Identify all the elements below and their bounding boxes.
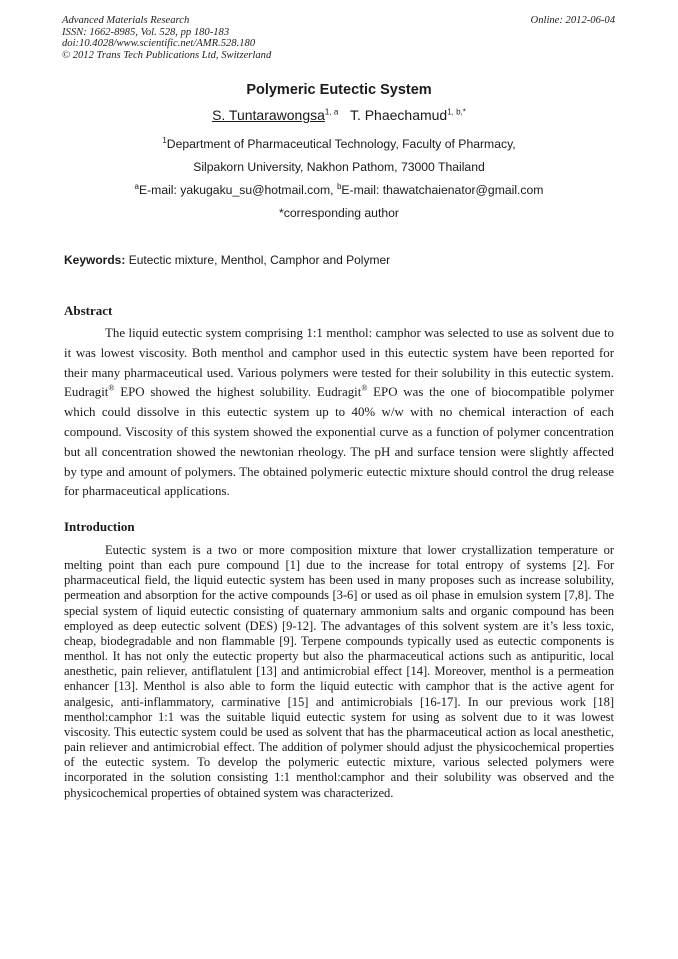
paper-title: Polymeric Eutectic System (246, 82, 432, 98)
affiliation-line-2: Silpakorn University, Nakhon Pathom, 73000 Thailand (193, 160, 485, 174)
author-1-superscript: 1, a (324, 107, 339, 117)
corresponding-author-note: *corresponding author (279, 206, 399, 220)
journal-doi: doi:10.4028/www.scientific.net/AMR.528.180 (62, 38, 256, 50)
abstract-text (64, 324, 614, 502)
email-b-superscript: b (336, 181, 342, 191)
affiliation-department: Department of Pharmaceutical Technology, Faculty of Pharmacy, (166, 137, 516, 151)
affiliation-line-1 (0, 137, 678, 151)
online-date: Online: 2012-06-04 (530, 15, 615, 26)
introduction-heading: Introduction (64, 519, 135, 534)
journal-header (62, 15, 271, 61)
journal-issn: ISSN: 1662-8985, Vol. 528, pp 180-183 (62, 26, 230, 38)
keywords-text: Eutectic mixture, Menthol, Camphor and Polymer (128, 253, 391, 267)
author-1: S. Tuntarawongsa (212, 107, 325, 123)
email-a-superscript: a (134, 181, 139, 191)
author-line (0, 107, 678, 123)
registered-mark: ® (361, 384, 368, 394)
abstract-text-part-1: The liquid eutectic system comprising 1:1 menthol: camphor was selected to use as solvent due to it was lowest viscosity. Both menthol and camphor used in this eutectic system have been reported for their many pharmaceutical used. Various polymers were tested for their solubility in this eutectic system. Eudragit (64, 326, 614, 400)
author-2-superscript: 1, b,* (447, 107, 466, 117)
introduction-text: Eutectic system is a two or more composition mixture that lower crystallization temperature or melting point than each pure compound [1] due to the increase for total entropy of systems [2]. For pharmaceutical field, the liquid eutectic system has been used in many proposes such as increase solubility, permeation and absorption for the active compounds [3-6] or used as oil phase in emulsion system [7,8]. The special system of liquid eutectic consisting of quaternary ammonium salts and organic compound has been employed as deep eutectic solvent (DES) [9-12]. The advantages of this solvent system are it’s less toxic, cheap, biodegradable and non flammable [9]. Terpene compounds typically used as eutectic components is menthol. It has not only the eutectic property but also the pharmaceutical actions such as antipuritic, local anesthetic, pain reliever, antiflatulent [13] and antimicrobial effect [14]. Moreover, menthol is a permeation enhancer [13]. Menthol is also able to form the liquid eutectic with camphor that is the active agent for analgesic, anti-inflammatory, carminative [15] and antimicrobials [16-17]. In our previous work [18] menthol:camphor 1:1 was the suitable liquid eutectic system for using as solvent due to it was lowest viscosity. This eutectic system could be used as solvent that has the pharmaceutical action as local anesthetic, pain reliever and antimicrobial effect. The addition of polymer should adjust the physicochemical properties of the eutectic system. To develop the polymeric eutectic mixture, various selected polymers were incorporated in the solution consisting 1:1 menthol:camphor and their solubility was observed and the physicochemical properties of obtained system was characterized. (64, 543, 614, 800)
abstract-text-part-3: EPO was the one of biocompatible polymer which could dissolve in this eutectic system up to 40% w/w with no chemical interaction of each compound. Viscosity of this system showed the exponential curve as a function of polymer concentration but all concentration showed the newtonian rheology. The pH and surface tension were slightly affected by type and amount of polymers. The obtained polymeric eutectic mixture should control the drug release for pharmaceutical applications. (64, 385, 614, 499)
abstract-heading: Abstract (64, 303, 113, 318)
author-2: T. Phaechamud (349, 107, 448, 123)
abstract-text-part-2: EPO showed the highest solubility. Eudragit (114, 385, 362, 400)
email-line (0, 183, 678, 197)
journal-name: Advanced Materials Research (62, 15, 190, 26)
keywords (64, 253, 390, 267)
registered-mark: ® (108, 384, 115, 394)
email-a: E-mail: yakugaku_su@hotmail.com, (138, 183, 337, 197)
email-b: E-mail: thawatchaienator@gmail.com (341, 183, 544, 197)
keywords-label: Keywords: (64, 253, 126, 267)
journal-copyright: © 2012 Trans Tech Publications Ltd, Switzerland (62, 49, 272, 61)
affiliation-superscript: 1 (162, 135, 167, 145)
